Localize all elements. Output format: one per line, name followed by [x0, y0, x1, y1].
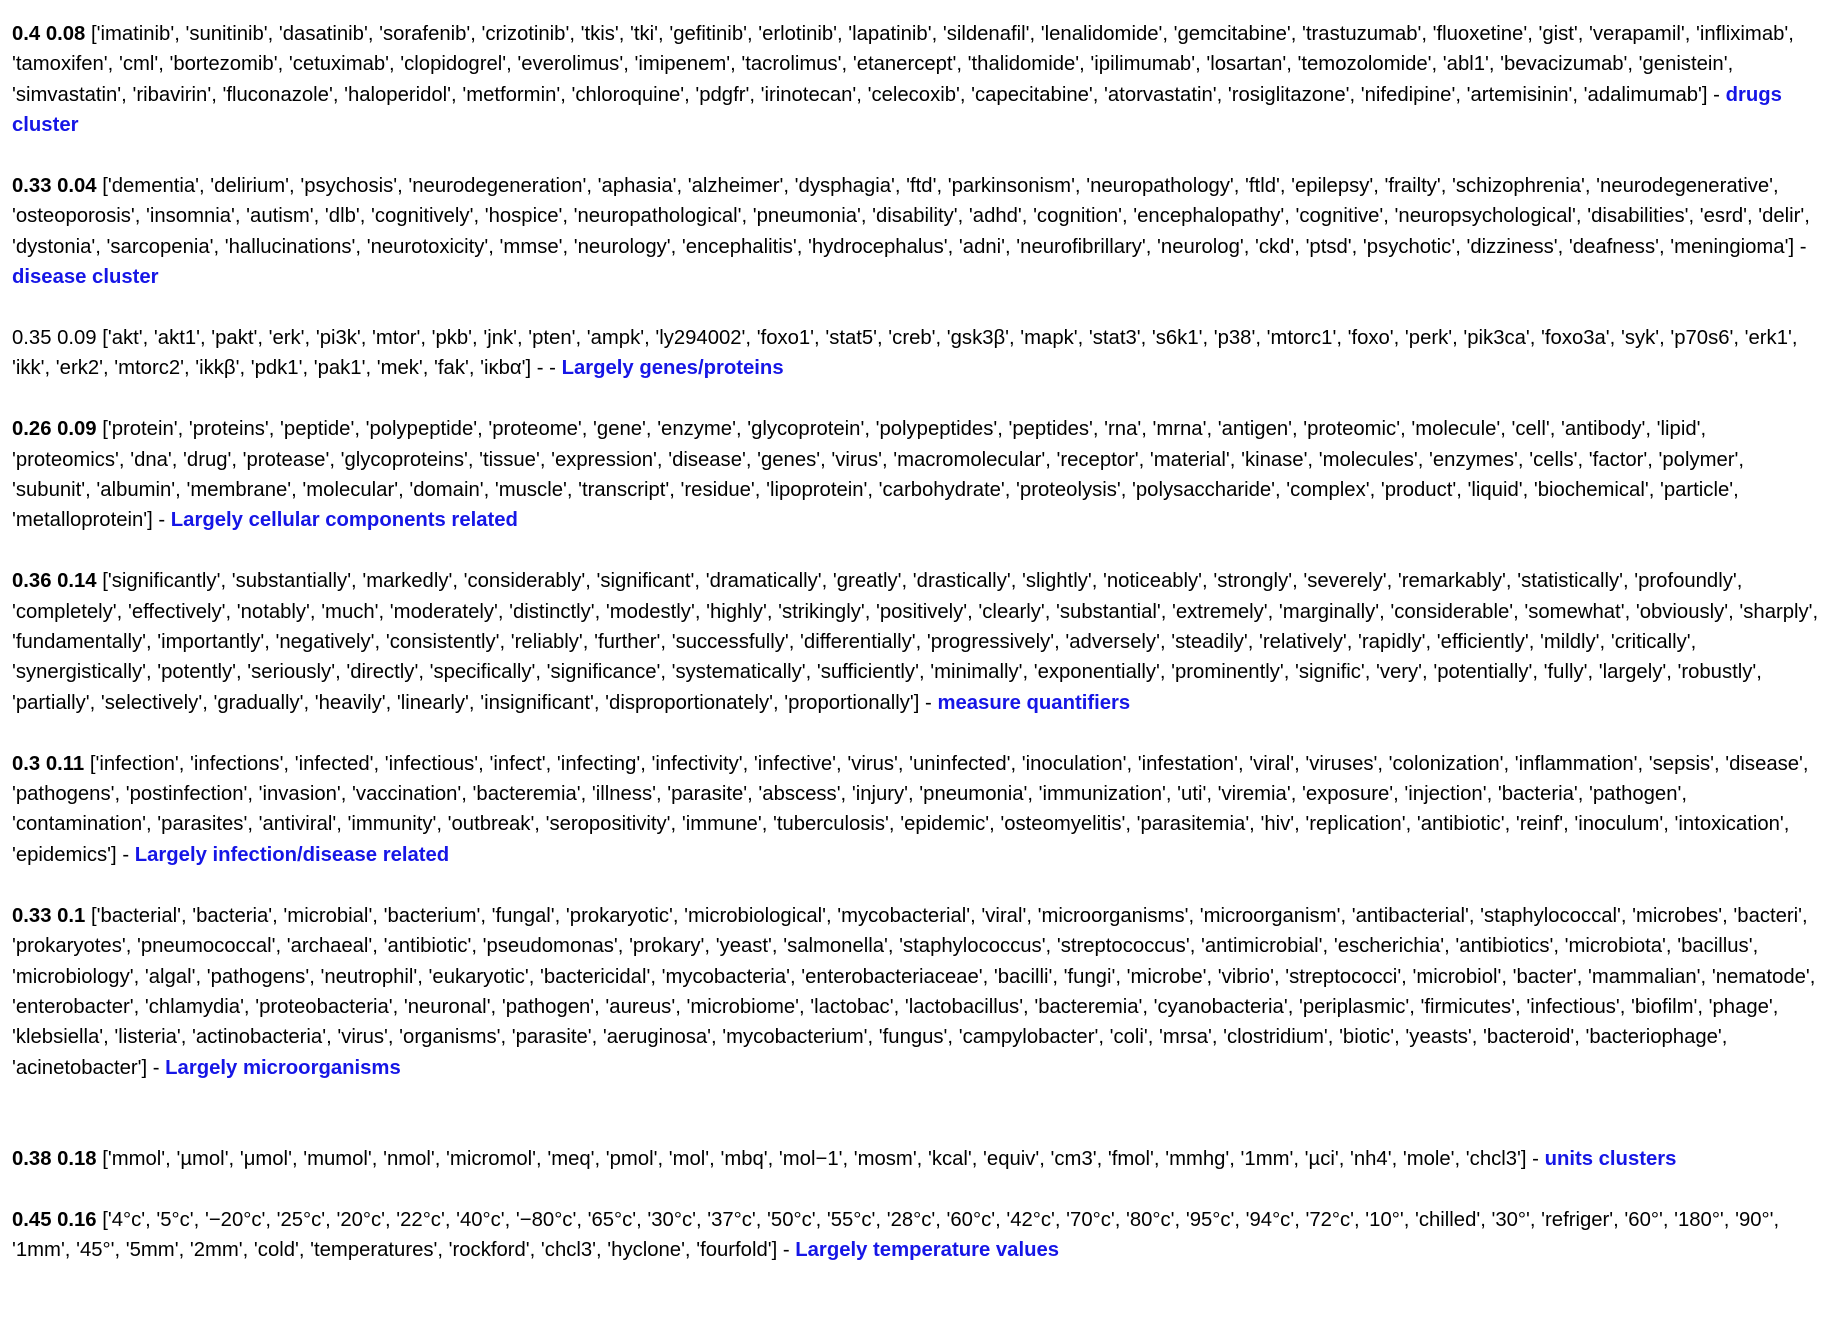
- cluster-scores: 0.36 0.14: [12, 570, 97, 593]
- cluster-scores: 0.35 0.09: [12, 327, 97, 350]
- cluster-terms: ['mmol', 'µmol', 'μmol', 'mumol', 'nmol', 'micromol', 'meq', 'pmol', 'mol', 'mbq', 'mol−1', 'mosm', 'kcal', 'equiv', 'cm3', 'fmol', 'mmhg', '1mm', 'µci', 'nh4', 'mole', 'chcl3'] -: [96, 1147, 1545, 1170]
- cluster-terms: ['bacterial', 'bacteria', 'microbial', 'bacterium', 'fungal', 'prokaryotic', 'microbiological', 'mycobacterial', 'viral', 'microorganisms', 'microorganism', 'antibacterial', 'staphylococcal', 'microbes', 'bacteri', 'prokaryotes', 'pneumococcal', 'archaeal', 'antibiotic', 'pseudomonas', 'prokary', 'yeast', 'salmonella', 'staphylococcus', 'streptococcus', 'antimicrobial', 'escherichia', 'antibiotics', 'microbiota', 'bacillus', 'microbiology', 'algal', 'pathogens', 'neutrophil', 'eukaryotic', 'bactericidal', 'mycobacteria', 'enterobacteriaceae', 'bacilli', 'fungi', 'microbe', 'vibrio', 'streptococci', 'microbiol', 'bacter', 'mammalian', 'nematode', 'enterobacter', 'chlamydia', 'proteobacteria', 'neuronal', 'pathogen', 'aureus', 'microbiome', 'lactobac', 'lactobacillus', 'bacteremia', 'cyanobacteria', 'periplasmic', 'firmicutes', 'infectious', 'biofilm', 'phage', 'klebsiella', 'listeria', 'actinobacteria', 'virus', 'organisms', 'parasite', 'aeruginosa', 'mycobacterium', 'fungus', 'campylobacter', 'coli', 'mrsa', 'clostridium', 'biotic', 'yeasts', 'bacteroid', 'bacteriophage', 'acinetobacter'] -: [12, 904, 1816, 1079]
- cluster-scores: 0.26 0.09: [12, 418, 97, 441]
- cluster-label: Largely genes/proteins: [561, 357, 784, 380]
- cluster-entry-temperature: [12, 1205, 1822, 1266]
- cluster-entry-cellular-components: [12, 414, 1822, 536]
- cluster-label: Largely temperature values: [795, 1239, 1060, 1262]
- cluster-label: units clusters: [1544, 1147, 1677, 1170]
- cluster-terms: ['protein', 'proteins', 'peptide', 'polypeptide', 'proteome', 'gene', 'enzyme', 'glycoprotein', 'polypeptides', 'peptides', 'rna', 'mrna', 'antigen', 'proteomic', 'molecule', 'cell', 'antibody', 'lipid', 'proteomics', 'dna', 'drug', 'protease', 'glycoproteins', 'tissue', 'expression', 'disease', 'genes', 'virus', 'macromolecular', 'receptor', 'material', 'kinase', 'molecules', 'enzymes', 'cells', 'factor', 'polymer', 'subunit', 'albumin', 'membrane', 'molecular', 'domain', 'muscle', 'transcript', 'residue', 'lipoprotein', 'carbohydrate', 'proteolysis', 'polysaccharide', 'complex', 'product', 'liquid', 'biochemical', 'particle', 'metalloprotein'] -: [12, 418, 1745, 532]
- cluster-terms: ['infection', 'infections', 'infected', 'infectious', 'infect', 'infecting', 'infectivity', 'infective', 'virus', 'uninfected', 'inoculation', 'infestation', 'viral', 'viruses', 'colonization', 'inflammation', 'sepsis', 'disease', 'pathogens', 'postinfection', 'invasion', 'vaccination', 'bacteremia', 'illness', 'parasite', 'abscess', 'injury', 'pneumonia', 'immunization', 'uti', 'viremia', 'exposure', 'injection', 'bacteria', 'pathogen', 'contamination', 'parasites', 'antiviral', 'immunity', 'outbreak', 'seropositivity', 'immune', 'tuberculosis', 'epidemic', 'osteomyelitis', 'parasitemia', 'hiv', 'replication', 'antibiotic', 'reinf', 'inoculum', 'intoxication', 'epidemics'] -: [12, 752, 1809, 866]
- cluster-label: Largely infection/disease related: [134, 843, 450, 866]
- cluster-entry-microorganisms: [12, 901, 1822, 1083]
- cluster-scores: 0.33 0.04: [12, 175, 97, 198]
- cluster-label: drugs cluster: [12, 83, 1782, 137]
- cluster-entry-infection: [12, 749, 1822, 871]
- cluster-terms: ['significantly', 'substantially', 'markedly', 'considerably', 'significant', 'dramatically', 'greatly', 'drastically', 'slightly', 'noticeably', 'strongly', 'severely', 'remarkably', 'statistically', 'profoundly', 'completely', 'effectively', 'notably', 'much', 'moderately', 'distinctly', 'modestly', 'highly', 'strikingly', 'positively', 'clearly', 'substantial', 'extremely', 'marginally', 'considerable', 'somewhat', 'obviously', 'sharply', 'fundamentally', 'importantly', 'negatively', 'consistently', 'reliably', 'further', 'successfully', 'differentially', 'progressively', 'adversely', 'steadily', 'relatively', 'rapidly', 'efficiently', 'mildly', 'critically', 'synergistically', 'potently', 'seriously', 'directly', 'specifically', 'significance', 'systematically', 'sufficiently', 'minimally', 'exponentially', 'prominently', 'signific', 'very', 'potentially', 'fully', 'largely', 'robustly', 'partially', 'selectively', 'gradually', 'heavily', 'linearly', 'insignificant', 'disproportionately', 'proportionally'] -: [12, 570, 1819, 714]
- cluster-label: measure quantifiers: [937, 691, 1131, 714]
- cluster-scores: 0.33 0.1: [12, 904, 86, 927]
- cluster-terms: ['imatinib', 'sunitinib', 'dasatinib', 'sorafenib', 'crizotinib', 'tkis', 'tki', 'gefitinib', 'erlotinib', 'lapatinib', 'sildenafil', 'lenalidomide', 'gemcitabine', 'trastuzumab', 'fluoxetine', 'gist', 'verapamil', 'infliximab', 'tamoxifen', 'cml', 'bortezomib', 'cetuximab', 'clopidogrel', 'everolimus', 'imipenem', 'tacrolimus', 'etanercept', 'thalidomide', 'ipilimumab', 'losartan', 'temozolomide', 'abl1', 'bevacizumab', 'genistein', 'simvastatin', 'ribavirin', 'fluconazole', 'haloperidol', 'metformin', 'chloroquine', 'pdgfr', 'irinotecan', 'celecoxib', 'capecitabine', 'atorvastatin', 'rosiglitazone', 'nifedipine', 'artemisinin', 'adalimumab'] -: [12, 23, 1794, 106]
- cluster-scores: 0.3 0.11: [12, 752, 85, 775]
- cluster-entry-genes-proteins: [12, 323, 1822, 384]
- cluster-entry-drugs: [12, 19, 1822, 141]
- cluster-scores: 0.45 0.16: [12, 1208, 97, 1231]
- cluster-entry-units: [12, 1144, 1822, 1174]
- cluster-scores: 0.4 0.08: [12, 23, 86, 45]
- cluster-entry-disease: [12, 171, 1822, 293]
- cluster-label: Largely microorganisms: [165, 1056, 401, 1079]
- cluster-terms: ['4°c', '5°c', '−20°c', '25°c', '20°c', '22°c', '40°c', '−80°c', '65°c', '30°c', '37°c', '50°c', '55°c', '28°c', '60°c', '42°c', '70°c', '80°c', '95°c', '94°c', '72°c', '10°', 'chilled', '30°', 'refriger', '60°', '180°', '90°', '1mm', '45°', '5mm', '2mm', 'cold', 'temperatures', 'rockford', 'chcl3', 'hyclone', 'fourfold'] -: [12, 1208, 1780, 1262]
- cluster-entry-measure-quantifiers: [12, 566, 1822, 718]
- cluster-terms: ['dementia', 'delirium', 'psychosis', 'neurodegeneration', 'aphasia', 'alzheimer', 'dysphagia', 'ftd', 'parkinsonism', 'neuropathology', 'ftld', 'epilepsy', 'frailty', 'schizophrenia', 'neurodegenerative', 'osteoporosis', 'insomnia', 'autism', 'dlb', 'cognitively', 'hospice', 'neuropathological', 'pneumonia', 'disability', 'adhd', 'cognition', 'encephalopathy', 'cognitive', 'neuropsychological', 'disabilities', 'esrd', 'delir', 'dystonia', 'sarcopenia', 'hallucinations', 'neurotoxicity', 'mmse', 'neurology', 'encephalitis', 'hydrocephalus', 'adni', 'neurofibrillary', 'neurolog', 'ckd', 'ptsd', 'psychotic', 'dizziness', 'deafness', 'meningioma'] -: [12, 175, 1810, 258]
- cluster-label: disease cluster: [12, 266, 159, 289]
- cluster-label: Largely cellular components related: [170, 509, 518, 532]
- cluster-scores: 0.38 0.18: [12, 1147, 97, 1170]
- cluster-terms: ['akt', 'akt1', 'pakt', 'erk', 'pi3k', 'mtor', 'pkb', 'jnk', 'pten', 'ampk', 'ly294002', 'foxo1', 'stat5', 'creb', 'gsk3β', 'mapk', 'stat3', 's6k1', 'p38', 'mtorc1', 'foxo', 'perk', 'pik3ca', 'foxo3a', 'syk', 'p70s6', 'erk1', 'ikk', 'erk2', 'mtorc2', 'ikkβ', 'pdk1', 'pak1', 'mek', 'fak', 'iκbα'] - -: [12, 327, 1798, 380]
